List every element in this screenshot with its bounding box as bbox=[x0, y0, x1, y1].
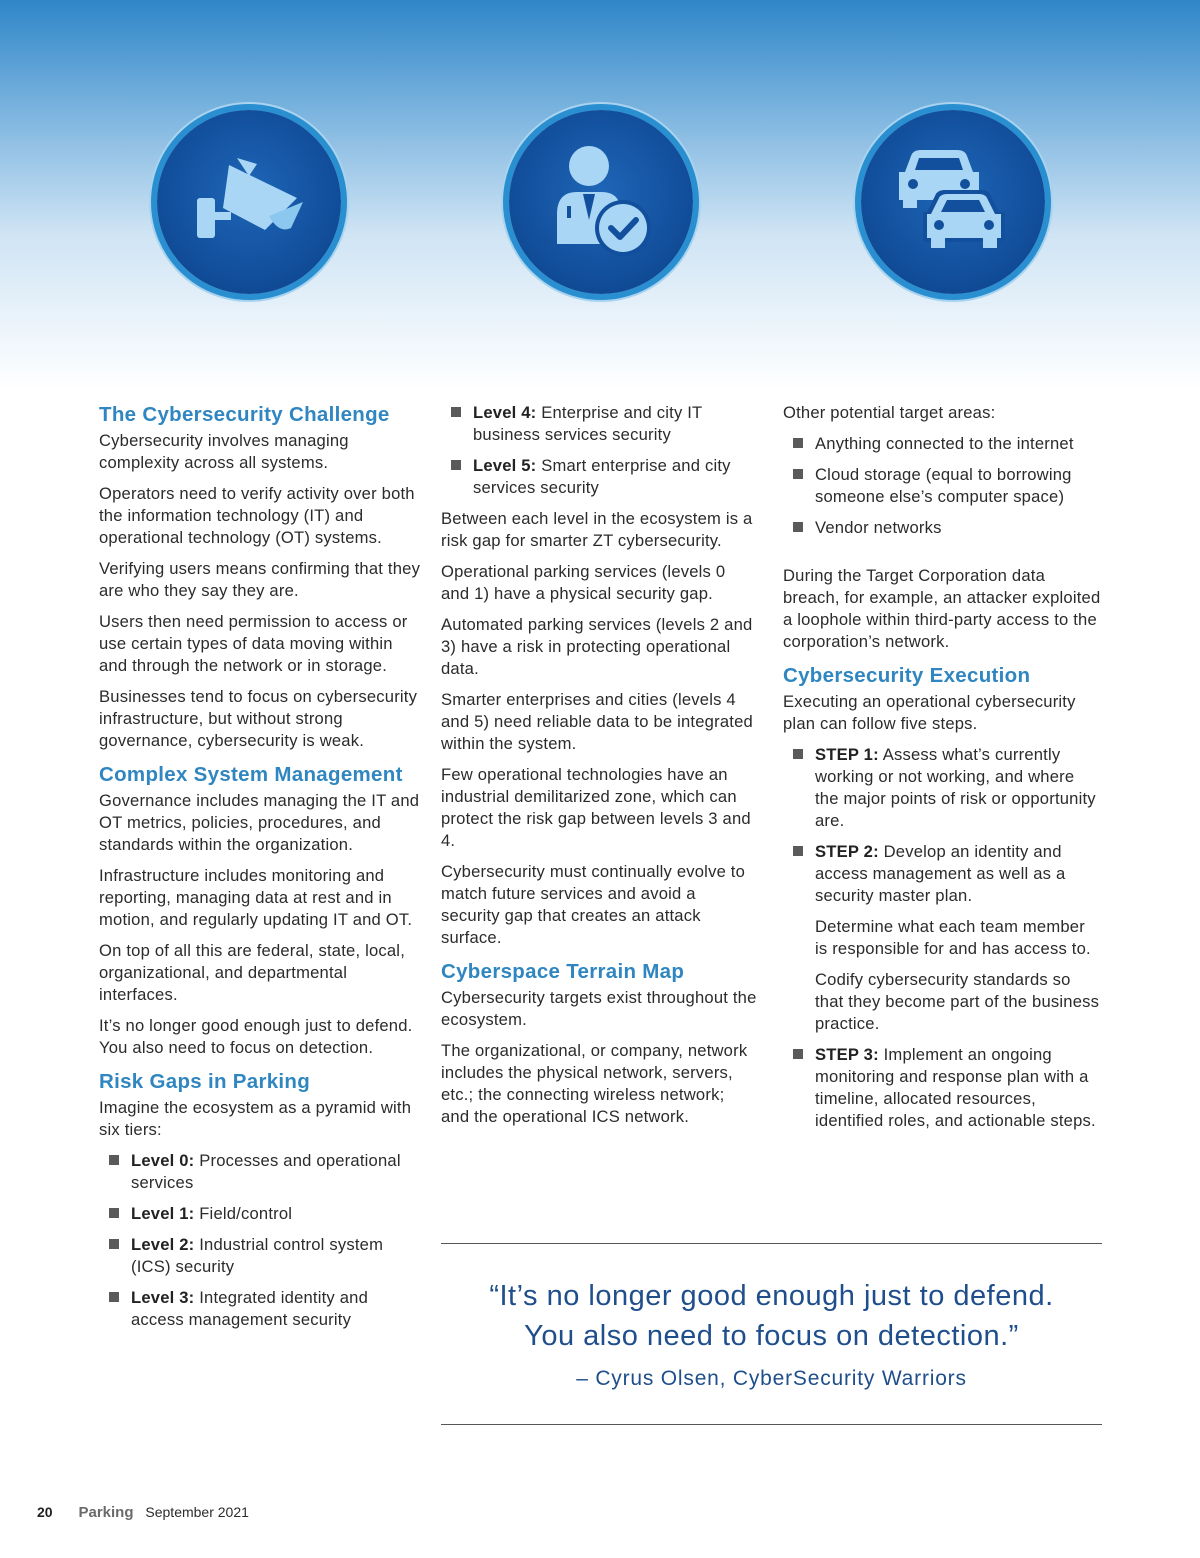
heading-cybersecurity-challenge: The Cybersecurity Challenge bbox=[99, 403, 390, 426]
issue-date: September 2021 bbox=[145, 1504, 249, 1520]
cars-badge bbox=[861, 110, 1045, 294]
step-list bbox=[783, 1044, 1101, 1132]
heading-cyberspace-terrain-map: Cyberspace Terrain Map bbox=[441, 960, 685, 983]
level-text: Industrial control system (ICS) security bbox=[131, 1235, 384, 1276]
level-list bbox=[441, 402, 757, 499]
list-item: Cloud storage (equal to borrowing someone else’s computer space) bbox=[783, 464, 1101, 508]
target-list bbox=[783, 433, 1101, 539]
step-text: Assess what’s currently working or not working, and where the major points of risk or opportunity are. bbox=[815, 745, 1096, 830]
step-label: STEP 2: bbox=[815, 842, 879, 861]
list-item bbox=[441, 455, 757, 499]
paragraph: Operators need to verify activity over both the information technology (IT) and operational technology (OT) systems. bbox=[99, 484, 415, 547]
step-label: STEP 1: bbox=[815, 745, 879, 764]
level-label: Level 2: bbox=[131, 1235, 195, 1254]
quote-attribution: – Cyrus Olsen, CyberSecurity Warriors bbox=[576, 1367, 967, 1390]
level-label: Level 1: bbox=[131, 1204, 195, 1223]
step-3 bbox=[783, 1044, 1101, 1132]
list-item bbox=[99, 1234, 421, 1278]
cars-icon bbox=[861, 110, 1045, 294]
paragraph: Executing an operational cybersecurity plan can follow five steps. bbox=[783, 692, 1076, 733]
paragraph: Businesses tend to focus on cybersecurity infrastructure, but without strong governance, cybersecurity is weak. bbox=[99, 687, 418, 750]
step-text: Implement an ongoing monitoring and response plan with a timeline, allocated resources, identified roles, and actionable steps. bbox=[815, 1045, 1096, 1130]
paragraph: It’s no longer good enough just to defend. You also need to focus on detection. bbox=[99, 1016, 413, 1057]
paragraph: Cybersecurity targets exist throughout the ecosystem. bbox=[441, 988, 757, 1029]
step-2-detail: Determine what each team member is responsible for and has access to. bbox=[815, 917, 1091, 958]
page-number: 20 bbox=[37, 1504, 53, 1520]
list-item bbox=[99, 1150, 421, 1194]
camera-badge bbox=[157, 110, 341, 294]
heading-cybersecurity-execution: Cybersecurity Execution bbox=[783, 664, 1031, 687]
list-item bbox=[441, 402, 757, 446]
list-item bbox=[99, 1203, 421, 1225]
verified-user-icon bbox=[509, 110, 693, 294]
page-footer bbox=[37, 1502, 249, 1523]
list-item: Vendor networks bbox=[783, 517, 1101, 539]
paragraph: Imagine the ecosystem as a pyramid with six tiers: bbox=[99, 1098, 412, 1139]
paragraph: The organizational, or company, network includes the physical network, servers, etc.; the connecting wireless network; and the operational ICS network. bbox=[441, 1041, 748, 1126]
security-camera-icon bbox=[157, 110, 341, 294]
step-text: Develop an identity and access management as well as a security master plan. bbox=[815, 842, 1066, 905]
column-3 bbox=[783, 402, 1101, 1141]
level-list bbox=[99, 1150, 421, 1331]
level-label: Level 5: bbox=[473, 456, 537, 475]
level-text: Integrated identity and access management security bbox=[131, 1288, 369, 1329]
quote-line-1: “It’s no longer good enough just to defend. bbox=[489, 1280, 1054, 1312]
heading-risk-gaps: Risk Gaps in Parking bbox=[99, 1070, 311, 1093]
paragraph: Infrastructure includes monitoring and reporting, managing data at rest and in motion, and regularly updating IT and OT. bbox=[99, 866, 413, 929]
user-badge bbox=[509, 110, 693, 294]
step-1 bbox=[783, 744, 1101, 832]
step-list bbox=[783, 744, 1101, 907]
quote-top-rule bbox=[441, 1243, 1102, 1244]
paragraph: Operational parking services (levels 0 and 1) have a physical security gap. bbox=[441, 562, 726, 603]
magazine-name: Parking bbox=[78, 1504, 134, 1521]
paragraph: Governance includes managing the IT and OT metrics, policies, procedures, and standards within the organization. bbox=[99, 791, 420, 854]
list-item: Anything connected to the internet bbox=[783, 433, 1101, 455]
step-2-detail: Codify cybersecurity standards so that they become part of the business practice. bbox=[815, 970, 1100, 1033]
column-1 bbox=[99, 402, 421, 1340]
level-label: Level 3: bbox=[131, 1288, 195, 1307]
paragraph: On top of all this are federal, state, local, organizational, and departmental interfaces. bbox=[99, 941, 406, 1004]
quote-bottom-rule bbox=[441, 1424, 1102, 1425]
heading-complex-system-management: Complex System Management bbox=[99, 763, 403, 786]
paragraph: During the Target Corporation data breach, for example, an attacker exploited a loophole within third-party access to the corporation’s network. bbox=[783, 566, 1101, 651]
level-label: Level 0: bbox=[131, 1151, 195, 1170]
step-2 bbox=[783, 841, 1101, 907]
quote-line-2: You also need to focus on detection.” bbox=[524, 1320, 1019, 1352]
pull-quote bbox=[441, 1276, 1102, 1394]
paragraph: Users then need permission to access or use certain types of data moving within and through the network or in storage. bbox=[99, 612, 408, 675]
paragraph: Automated parking services (levels 2 and 3) have a risk in protecting operational data. bbox=[441, 615, 753, 678]
level-text: Smart enterprise and city services security bbox=[473, 456, 731, 497]
column-2 bbox=[441, 402, 757, 1137]
paragraph: Other potential target areas: bbox=[783, 403, 996, 422]
paragraph: Verifying users means confirming that they are who they say they are. bbox=[99, 559, 421, 600]
level-text: Enterprise and city IT business services security bbox=[473, 403, 703, 444]
level-label: Level 4: bbox=[473, 403, 537, 422]
step-label: STEP 3: bbox=[815, 1045, 879, 1064]
level-text: Field/control bbox=[194, 1204, 293, 1223]
paragraph: Smarter enterprises and cities (levels 4 and 5) need reliable data to be integrated within the system. bbox=[441, 690, 753, 753]
paragraph: Between each level in the ecosystem is a risk gap for smarter ZT cybersecurity. bbox=[441, 509, 753, 550]
level-text: Processes and operational services bbox=[131, 1151, 401, 1192]
paragraph: Few operational technologies have an industrial demilitarized zone, which can protect the risk gap between levels 3 and 4. bbox=[441, 765, 751, 850]
paragraph: Cybersecurity involves managing complexity across all systems. bbox=[99, 431, 349, 472]
list-item bbox=[99, 1287, 421, 1331]
paragraph: Cybersecurity must continually evolve to match future services and avoid a security gap that creates an attack surface. bbox=[441, 862, 746, 947]
